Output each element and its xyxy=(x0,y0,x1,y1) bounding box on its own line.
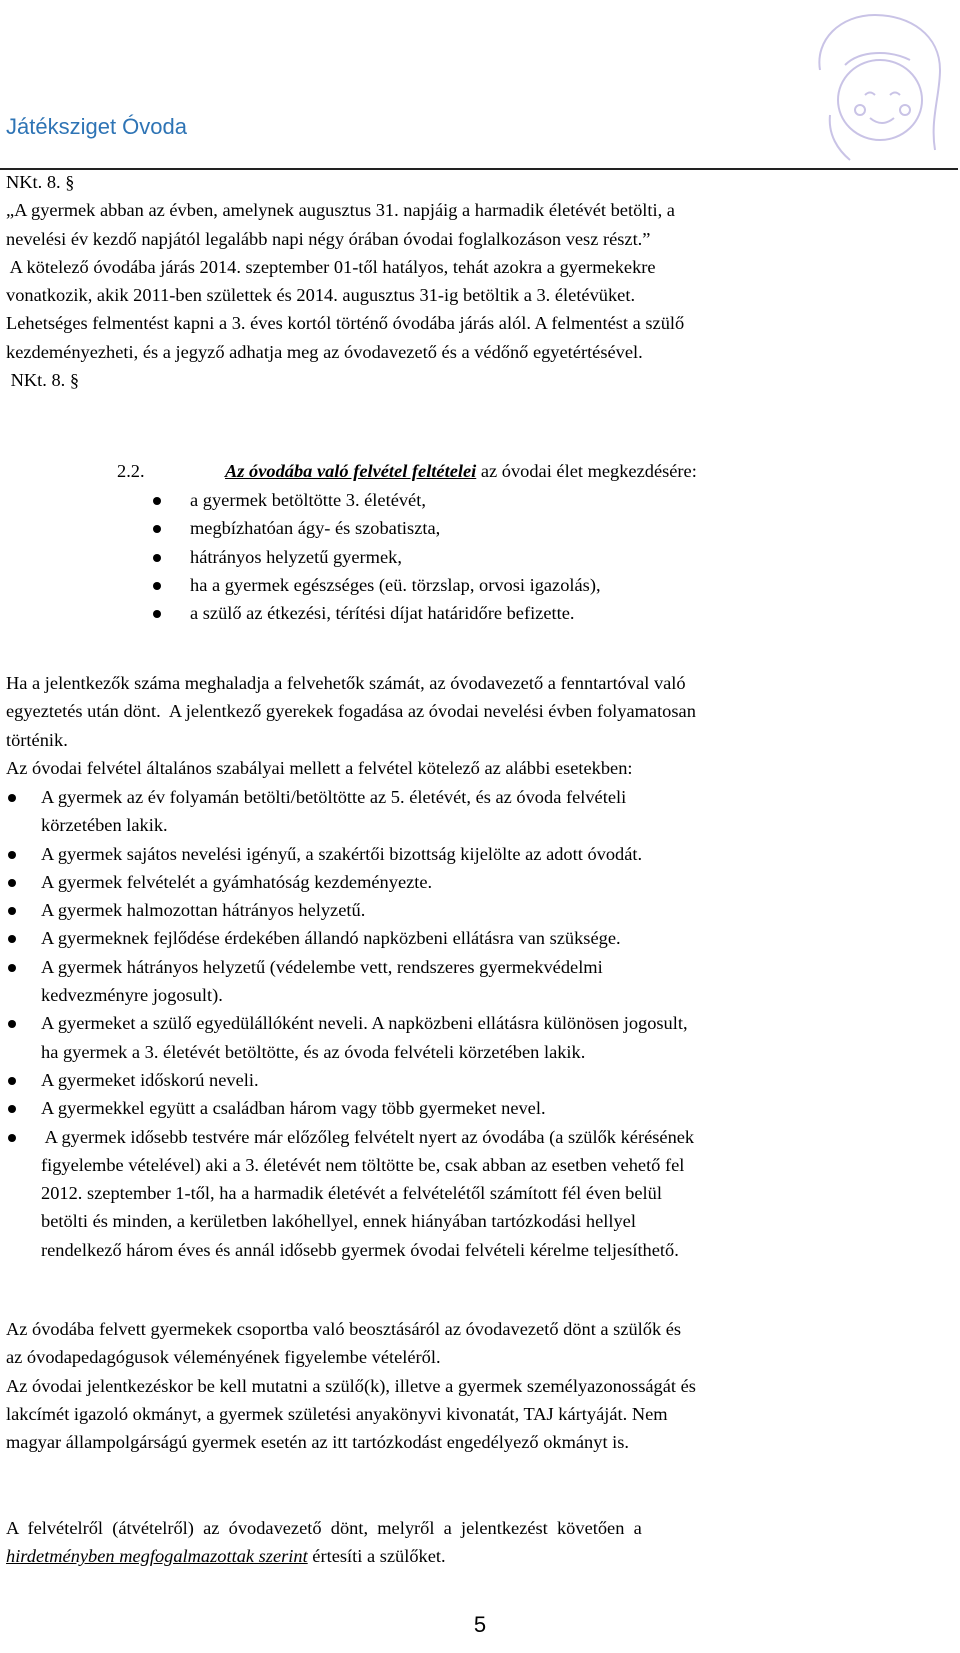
bullet-icon xyxy=(8,1134,16,1142)
list-item-text: A gyermeket időskorú neveli. xyxy=(41,1069,259,1090)
bullet-icon xyxy=(8,794,16,802)
intro-line: „A gyermek abban az évben, amelynek augusztus 31. napjáig a harmadik életévét betölti, a xyxy=(6,200,675,221)
paragraph-line: az óvodapedagógusok véleményének figyelembe vételéről. xyxy=(6,1347,441,1368)
list-item-text: A gyermek hátrányos helyzetű (védelembe vett, rendszeres gyermekvédelmi xyxy=(41,956,603,977)
paragraph-line: Ha a jelentkezők száma meghaladja a felvehetők számát, az óvodavezető a fenntartóval való xyxy=(6,673,686,693)
bullet-icon xyxy=(153,554,161,562)
list-item xyxy=(41,896,953,924)
paragraph-line xyxy=(6,1542,958,1570)
list-item-text: A gyermek felvételét a gyámhatóság kezdeményezte. xyxy=(41,871,433,892)
section-title: Az óvodába való felvétel feltételei xyxy=(225,461,477,481)
list-item-text: A gyermeket a szülő egyedülállóként neveli. A napközbeni ellátásra különösen jogosult, xyxy=(41,1013,688,1034)
paragraph-grouping-documents xyxy=(6,1315,958,1456)
list-item xyxy=(41,783,953,840)
intro-line: Lehetséges felmentést kapni a 3. éves kortól történő óvodába járás alól. A felmentést a szülő xyxy=(6,313,685,334)
list-item xyxy=(41,840,953,868)
paragraph-decision xyxy=(6,1514,958,1571)
list-item xyxy=(41,1066,953,1094)
list-item-text: a gyermek betöltötte 3. életévét, xyxy=(190,490,426,510)
list-item xyxy=(190,514,950,542)
bullet-icon xyxy=(153,610,161,618)
list-item xyxy=(41,924,953,952)
intro-block xyxy=(6,168,958,394)
intro-line: NKt. 8. § xyxy=(6,370,80,391)
list-item-text: betölti és minden, a kerületben lakóhellyel, ennek hiányában tartózkodási hellyel xyxy=(41,1211,636,1232)
bullet-icon xyxy=(153,582,161,590)
paragraph-line: lakcímét igazoló okmányt, a gyermek születési anyakönyvi kivonatát, TAJ kártyáját. Nem xyxy=(6,1403,668,1424)
page-number: 5 xyxy=(473,1612,487,1637)
paragraph-line: Az óvodába felvett gyermekek csoportba való beosztásáról az óvodavezető dönt a szülők és xyxy=(6,1319,682,1339)
list-item-text: ha gyermek a 3. életévét betöltötte, és az óvoda felvételi körzetében lakik. xyxy=(41,1041,586,1062)
bullet-icon xyxy=(153,525,161,533)
list-item xyxy=(41,1123,953,1264)
bullet-icon xyxy=(8,1077,16,1085)
list-item-text: a szülő az étkezési, térítési díjat határidőre befizette. xyxy=(190,603,575,624)
bullet-icon xyxy=(8,964,16,972)
list-item xyxy=(41,953,953,1010)
paragraph-line-rest: értesíti a szülőket. xyxy=(307,1546,446,1567)
list-item xyxy=(41,1009,953,1066)
paragraph-applicants xyxy=(6,669,958,754)
list-item xyxy=(190,599,950,627)
bullet-icon xyxy=(153,497,161,505)
bullet-icon xyxy=(8,851,16,859)
list-item-text: ha a gyermek egészséges (eü. törzslap, orvosi igazolás), xyxy=(190,574,601,595)
list-item-text: rendelkező három éves és annál idősebb gyermek óvodai felvételi kérelme teljesíthető. xyxy=(41,1239,679,1260)
list-item-text: 2012. szeptember 1-től, ha a harmadik életévét a felvételétől számított fél éven belül xyxy=(41,1183,662,1204)
list-item xyxy=(190,571,950,599)
bullet-icon xyxy=(8,1020,16,1028)
paragraph-line: Az óvodai jelentkezéskor be kell mutatni a szülő(k), illetve a gyermek személyazonosságát és xyxy=(6,1375,696,1396)
bullet-icon xyxy=(8,1105,16,1113)
list-item-text: A gyermek halmozottan hátrányos helyzetű. xyxy=(41,900,366,921)
paragraph-line: magyar állampolgárságú gyermek esetén az itt tartózkodást engedélyező okmányt is. xyxy=(6,1432,630,1453)
list-item-text: A gyermek idősebb testvére már előzőleg felvételt nyert az óvodába (a szülők kérésének xyxy=(41,1126,695,1147)
intro-line: vonatkozik, akik 2011-ben születtek és 2014. augusztus 31-ig betöltik a 3. életévüket. xyxy=(6,285,636,306)
bullet-icon xyxy=(8,879,16,887)
list-item-text: hátrányos helyzetű gyermek, xyxy=(190,546,402,567)
paragraph-mandatory-intro xyxy=(6,754,958,782)
list-item-text: A gyermekkel együtt a családban három vagy több gyermeket nevel. xyxy=(41,1098,546,1119)
list-item-text: körzetében lakik. xyxy=(41,815,168,836)
intro-line: A kötelező óvodába járás 2014. szeptember 01-től hatályos, tehát azokra a gyermekekre xyxy=(6,256,656,277)
paragraph-line: Az óvodai felvétel általános szabályai mellett a felvétel kötelező az alábbi esetekben: xyxy=(6,758,633,778)
paragraph-line: A felvételről (átvételről) az óvodavezető dönt, melyről a jelentkezést követően a xyxy=(6,1518,642,1538)
paragraph-line: egyeztetés után dönt. A jelentkező gyerekek fogadása az óvodai nevelési évben folyamatosan xyxy=(6,701,696,722)
list-item-text: kedvezményre jogosult). xyxy=(41,985,223,1006)
bullet-icon xyxy=(8,935,16,943)
list-item-text: megbízhatóan ágy- és szobatiszta, xyxy=(190,518,441,539)
mandatory-cases-list xyxy=(41,783,953,1264)
intro-line: nevelési év kezdő napjától legalább napi négy órában óvodai foglalkozáson vesz részt.” xyxy=(6,228,651,249)
list-item-text: A gyermeknek fejlődése érdekében állandó napközbeni ellátásra van szüksége. xyxy=(41,928,621,949)
list-item xyxy=(190,486,950,514)
section-heading xyxy=(117,457,697,485)
list-item xyxy=(41,1094,953,1122)
list-item xyxy=(190,543,950,571)
list-item-text: figyelembe vételével) aki a 3. életévét nem töltötte be, csak abban az esetben vehető fel xyxy=(41,1154,685,1175)
bullet-icon xyxy=(8,907,16,915)
paragraph-line: történik. xyxy=(6,729,68,750)
child-face-icon xyxy=(790,0,960,165)
admission-conditions-list xyxy=(190,486,950,627)
intro-line: NKt. 8. § xyxy=(6,172,75,192)
section-title-rest: az óvodai élet megkezdésére: xyxy=(476,461,697,481)
list-item-text: A gyermek sajátos nevelési igényű, a szakértői bizottság kijelölte az adott óvodát. xyxy=(41,843,643,864)
section-number: 2.2. xyxy=(117,461,145,481)
list-item xyxy=(41,868,953,896)
intro-line: kezdeményezheti, és a jegyző adhatja meg az óvodavezető és a védőnő egyetértésével. xyxy=(6,341,643,362)
announcement-link[interactable]: hirdetményben megfogalmazottak szerint xyxy=(6,1546,308,1567)
header-title: Játéksziget Óvoda xyxy=(6,114,187,139)
list-item-text: A gyermek az év folyamán betölti/betöltötte az 5. életévét, és az óvoda felvételi xyxy=(41,787,627,807)
